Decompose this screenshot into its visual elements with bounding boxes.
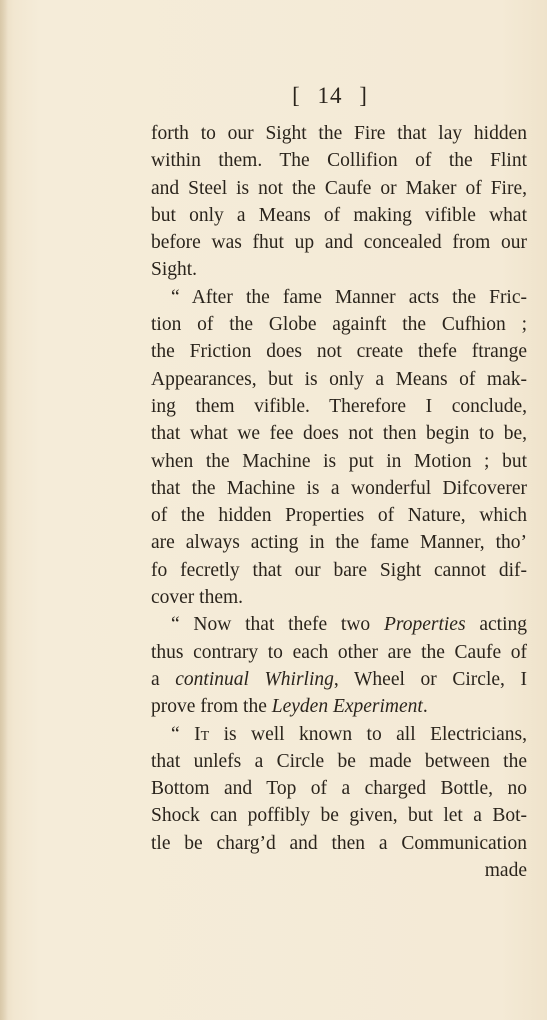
small-caps-run: It: [194, 723, 210, 745]
text-line: Bottom and Top of a charged Bottle, no: [151, 778, 527, 800]
page-gutter-shadow: [0, 0, 8, 1020]
text-line: that the Machine is a wonderful Difcoverer: [151, 477, 527, 499]
italic-run: Leyden Experiment: [271, 696, 423, 718]
text-line: within them. The Collifion of the Flint: [151, 150, 527, 172]
body-text: [151, 120, 527, 884]
text-run: is well known to all Electricians,: [209, 723, 527, 745]
text-line: thus contrary to each other are the Caufe of: [151, 641, 527, 663]
text-line: are always acting in the fame Manner, tho’: [151, 532, 527, 554]
text-line: when the Machine is put in Motion ; but: [151, 450, 527, 472]
text-run: “ Now that thefe two: [171, 614, 384, 636]
text-line: Sight.: [151, 259, 198, 281]
italic-run: continual Whirling: [175, 668, 334, 690]
text-line: [151, 721, 527, 748]
text-line: of the hidden Properties of Nature, which: [151, 505, 527, 527]
italic-run: Properties: [383, 614, 466, 636]
page-number: [ 14 ]: [292, 83, 368, 108]
text-line: but only a Means of making vifible what: [151, 204, 527, 226]
text-line: tion of the Globe againft the Cufhion ;: [151, 314, 527, 336]
text-line: [151, 693, 527, 720]
text-line: and Steel is not the Caufe or Maker of Fire,: [151, 177, 527, 199]
text-line: tle be charg’d and then a Communication: [151, 832, 527, 854]
text-line: ing them vifible. Therefore I conclude,: [151, 395, 527, 417]
text-line: cover them.: [151, 587, 244, 609]
text-line: Shock can poffibly be given, but let a Bot-: [151, 805, 527, 827]
text-run: .: [422, 696, 428, 718]
text-run: “: [171, 723, 195, 745]
text-line: “ After the fame Manner acts the Fric-: [171, 286, 527, 308]
text-line: the Friction does not create thefe ftrange: [151, 341, 527, 363]
text-line: Appearances, but is only a Means of mak-: [151, 368, 527, 390]
text-line: [151, 666, 527, 693]
text-line: forth to our Sight the Fire that lay hidden: [151, 123, 527, 144]
text-run: , Wheel or Circle, I: [333, 668, 528, 690]
catchword: made: [484, 860, 527, 882]
text-run: acting: [465, 614, 527, 636]
text-line: [151, 611, 527, 638]
text-run: a: [151, 668, 176, 690]
text-line: that unlefs a Circle be made between the: [151, 750, 527, 772]
text-run: prove from the: [151, 696, 272, 718]
text-line: that what we fee does not then begin to be,: [151, 423, 527, 445]
text-line: fo fecretly that our bare Sight cannot dif-: [151, 559, 527, 581]
text-line: before was fhut up and concealed from our: [151, 232, 527, 254]
